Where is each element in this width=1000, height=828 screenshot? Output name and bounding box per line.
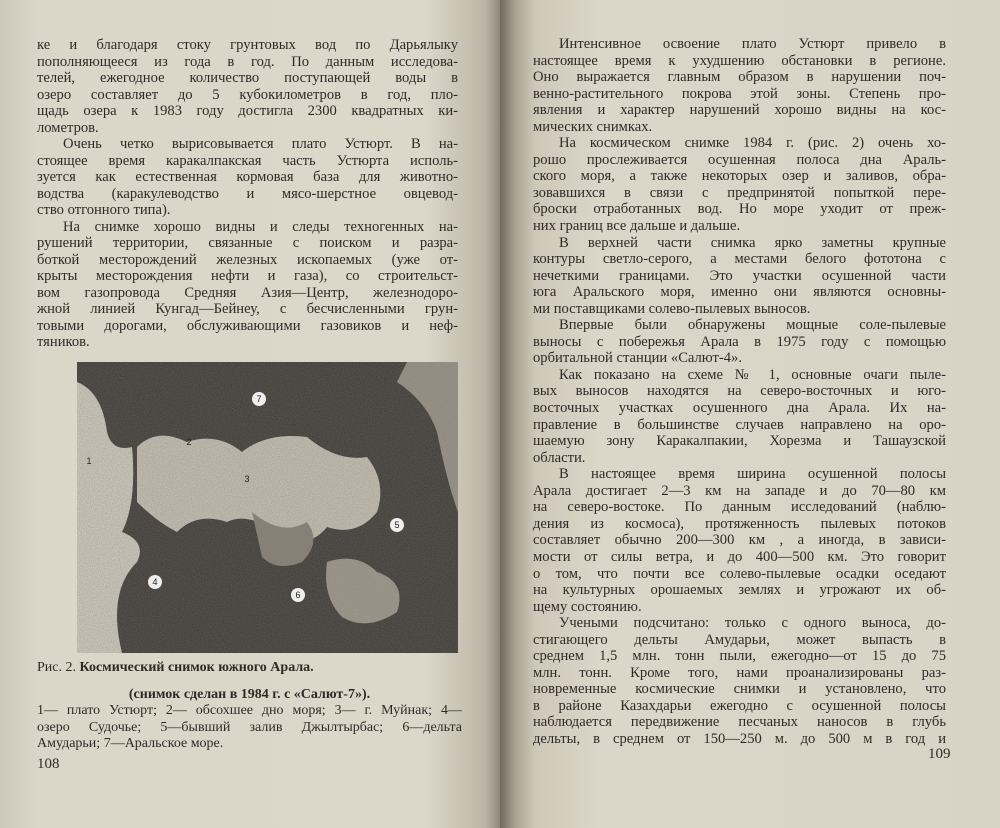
text-line: В настоящее время ширина осушенной полосы <box>559 466 946 483</box>
text-line: Учеными подсчитано: только с одного выноса, до- <box>559 615 946 632</box>
figure-legend <box>37 703 462 753</box>
text-line: ского моря, а также некоторых озер и заливов, обра- <box>533 168 946 185</box>
paragraph <box>533 367 946 466</box>
text-line: ке и благодаря стоку грунтовых вод по Дарьялыку <box>37 37 458 53</box>
text-line: вом газопровода Средняя Азия—Центр, железнодоро- <box>37 284 458 301</box>
text-line: на северо-востоке. По данным исследований (наблю- <box>533 499 946 516</box>
paragraph <box>533 466 946 615</box>
satellite-photo-southern-aral <box>77 362 458 653</box>
text-line: Оно выражается главным образом в нарушении поч- <box>533 69 946 86</box>
text-line: нечеткими границами. Это участки осушенной части <box>533 267 946 284</box>
photo-marker-6: 6 <box>295 590 301 600</box>
page-number-left: 108 <box>37 756 60 772</box>
right-page-body-text <box>533 36 946 748</box>
legend-line: озеро Судочье; 5—бывший залив Джылтырбас; 6—дельта <box>37 719 462 735</box>
text-line: в районе Казахдарьи ежегодно с осушенной полосы <box>533 697 946 714</box>
text-line: товыми дорогами, обслуживающими газовиков и неф- <box>37 317 458 334</box>
text-line: боткой месторождений железных ископаемых (уже от- <box>37 251 458 268</box>
text-line: жной линией Кунгад—Бейнеу, с бесчисленными грун- <box>37 301 458 317</box>
figure-caption <box>37 660 462 677</box>
right-page <box>500 0 1000 828</box>
text-line: правление в большинстве случаев направлено на оро- <box>533 416 946 433</box>
legend-line: 1— плато Устюрт; 2— обсохшее дно моря; 3— г. Муйнак; 4— <box>37 703 462 718</box>
left-page-body-text <box>37 37 458 351</box>
text-line: лометров. <box>37 119 99 136</box>
text-line: настоящее время к ухудшению обстановки в регионе. <box>533 52 946 69</box>
text-line: млн. тонн. Кроме того, нами проанализированы раз- <box>533 664 946 681</box>
photo-marker-4: 4 <box>152 577 158 587</box>
text-line: ми поставщиками солево-пылевых выносов. <box>533 300 811 317</box>
text-line: новременные космические снимки и установлено, что <box>533 681 946 698</box>
text-line: мости от силы ветра, и до 400—500 км. Это говорит <box>533 548 946 565</box>
text-line: стоящее время каракалпакская часть Устюрта исполь- <box>37 152 458 169</box>
text-line: В верхней части снимка ярко заметны крупные <box>559 234 946 251</box>
figure-caption-prefix: Рис. 2. <box>37 660 76 675</box>
paragraph <box>37 219 458 351</box>
text-line: рошо прослеживается осушенная полоса дна Араль- <box>533 151 946 168</box>
text-line: зовавшихся в связи с предпринятой попыткой пере- <box>533 184 946 201</box>
text-line: телей, ежегодное количество поступающей воды в <box>37 70 458 86</box>
text-line: дельты, в среднем от 150—250 м. до 500 м в год и <box>533 730 946 747</box>
text-line: вых выносов находятся на северо-восточных и юго- <box>533 383 946 400</box>
text-line: Арала достигает 2—3 км на западе и до 70—80 км <box>533 482 946 499</box>
legend-line: Амударьи; 7—Аральское море. <box>37 736 224 751</box>
paragraph <box>533 235 946 318</box>
text-line: наблюдается передвижение песчаных наносов в глубь <box>533 714 946 731</box>
text-line: шаемую зону Каракалпакии, Хорезма и Ташаузской <box>533 433 946 450</box>
text-line: дения из космоса), протяженность пылевых потоков <box>533 515 946 532</box>
text-line: выносы с побережья Арала в 1975 году с помощью <box>533 333 946 350</box>
text-line: щему состоянию. <box>533 598 642 615</box>
text-line: На снимке хорошо видны и следы техногенных на- <box>63 218 458 235</box>
paragraph <box>533 615 946 747</box>
paragraph <box>37 37 458 136</box>
text-line: броски отработанных вод. Но море уходит от преж- <box>533 201 946 218</box>
text-line: о том, что почти все солево-пылевые осадки оседают <box>533 565 946 582</box>
photo-marker-3: 3 <box>244 474 250 484</box>
text-line: ство отгонного типа). <box>37 202 171 218</box>
text-line: зуется как естественная кормовая база для животно- <box>37 169 458 185</box>
text-line: стигающего дельты Амударьи, может выпасть в <box>533 631 946 648</box>
paragraph <box>37 136 458 219</box>
photo-marker-5: 5 <box>394 520 400 530</box>
text-line: тяников. <box>37 334 90 350</box>
text-line: юга Аральского моря, именно они являются основны- <box>533 284 946 301</box>
text-line: составляет обычно 200—300 км , а иногда, в зависи- <box>533 532 946 549</box>
text-line: щадь озера к 1983 году достигла 2300 квадратных ки- <box>37 103 458 119</box>
text-line: них границ все дальше и дальше. <box>533 218 741 235</box>
figure-caption-title: Космический снимок южного Арала. <box>79 660 314 675</box>
text-line: на культурных орошаемых землях и угрожают их об- <box>533 582 946 599</box>
text-line: восточных участках осушенного дна Арала. Их на- <box>533 400 946 417</box>
paragraph <box>533 36 946 135</box>
page-number-right: 109 <box>928 746 951 762</box>
photo-marker-1: 1 <box>86 456 92 466</box>
paragraph <box>533 135 946 234</box>
text-line: Интенсивное освоение плато Устюрт привело в <box>559 36 946 52</box>
text-line: Впервые были обнаружены мощные соле-пылевые <box>559 317 946 334</box>
text-line: Как показано на схеме № 1, основные очаги пыле- <box>559 366 946 383</box>
text-line: рушений территории, связанные с поиском и разра- <box>37 235 458 251</box>
text-line: венно-растительного покрова этой зоны. Степень про- <box>533 85 946 102</box>
photo-marker-7: 7 <box>256 394 262 404</box>
text-line: озеро составляет до 5 кубокилометров в год, пло- <box>37 86 458 103</box>
text-line: контуры светло-серого, а местами белого фототона с <box>533 251 946 268</box>
text-line: мических снимках. <box>533 118 653 135</box>
satellite-photo-image <box>77 362 458 653</box>
photo-marker-2: 2 <box>186 437 192 447</box>
text-line: На космическом снимке 1984 г. (рис. 2) очень хо- <box>559 135 946 152</box>
text-line: водства (каракулеводство и мясо-шерстное овцевод- <box>37 185 458 202</box>
text-line: Очень четко вырисовывается плато Устюрт. В на- <box>63 136 458 152</box>
figure-caption-subtitle: (снимок сделан в 1984 г. с «Салют-7»). <box>128 687 371 702</box>
paragraph <box>533 317 946 367</box>
text-line: орбитальной станции «Салют-4». <box>533 350 743 367</box>
text-line: явления и характер нарушений хорошо видны на кос- <box>533 102 946 119</box>
text-line: среднем 1,5 млн. тонн пыли, ежегодно—от 15 до 75 <box>533 648 946 665</box>
text-line: пополняющееся из года в год. По данным исследова- <box>37 53 458 70</box>
text-line: области. <box>533 449 586 466</box>
text-line: крыты месторождения нефти и газа), со строительст- <box>37 268 458 284</box>
